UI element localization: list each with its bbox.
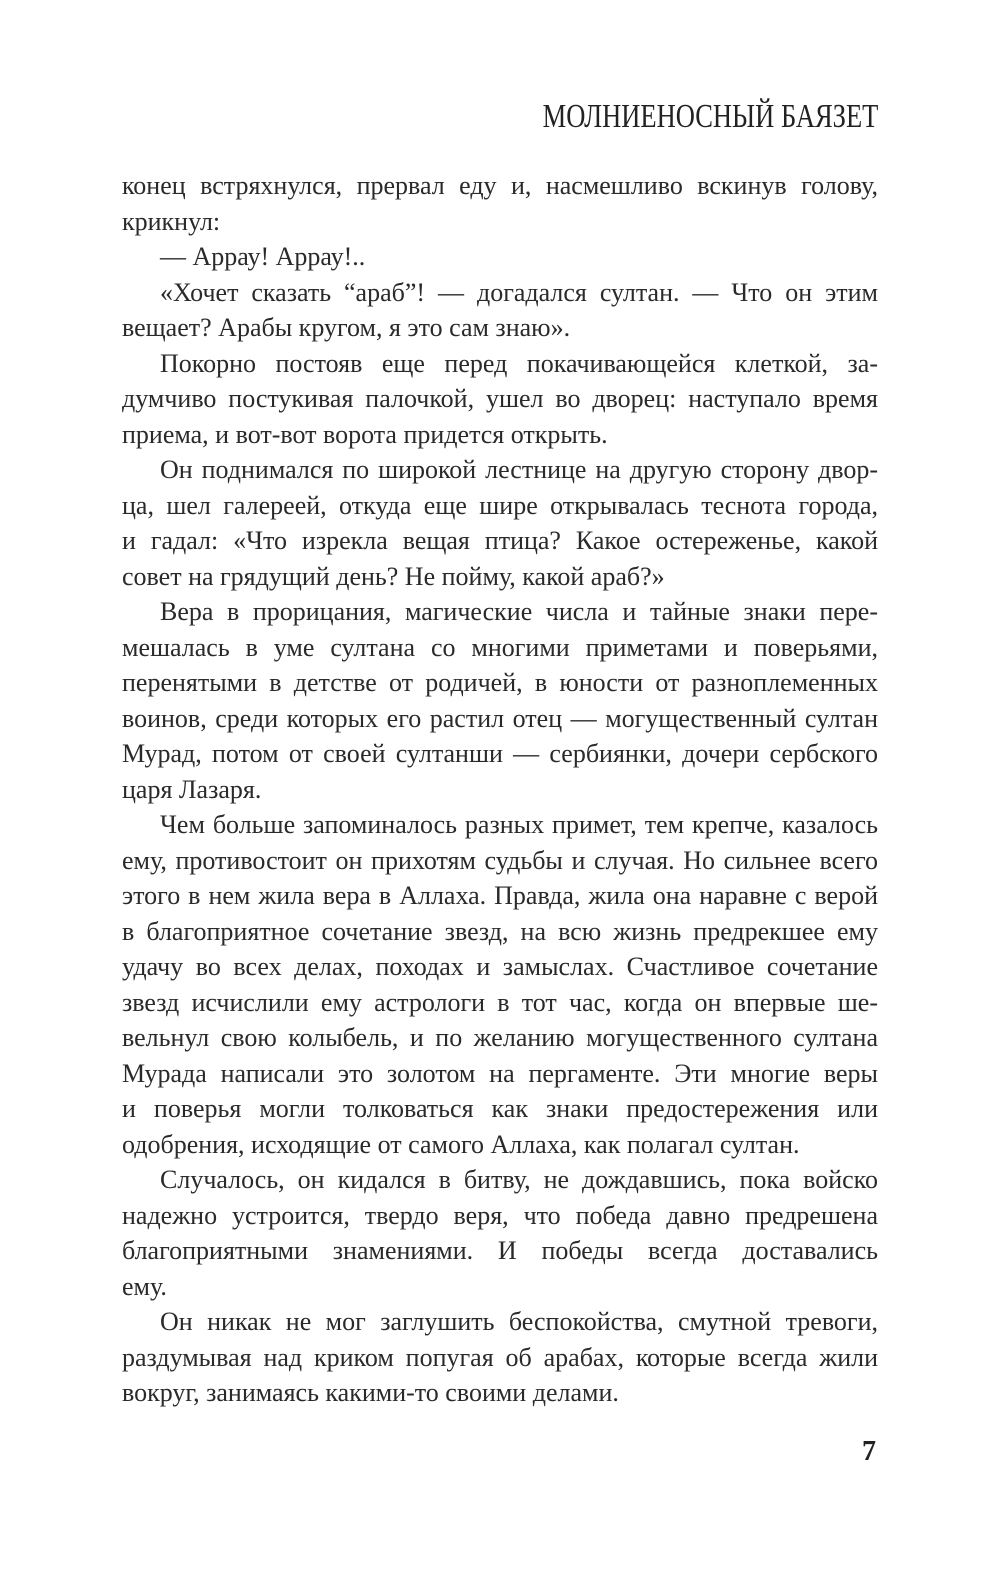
text-line: — Аррау! Аррау!.. — [160, 242, 366, 271]
text-line: и поверья могли толковаться как знаки предостережения или — [122, 1094, 878, 1123]
text-line: вещает? Арабы кругом, я это сам знаю». — [122, 313, 571, 342]
text-line: одобрения, исходящие от самого Аллаха, как полагал султан. — [122, 1129, 800, 1159]
text-line: ца, шел галереей, откуда еще шире открывалась теснота города, — [122, 490, 878, 520]
text-line: этого в нем жила вера в Аллаха. Правда, жила она наравне с верой — [122, 881, 878, 910]
text-line: «Хочет сказать “араб”! — догадался султан. — Что он этим — [160, 277, 878, 307]
text-line: вельнул свою колыбель, и по желанию могущественного султана — [122, 1023, 878, 1052]
text-line: надежно устроится, твердо веря, что победа давно предрешена — [122, 1200, 878, 1230]
text-line: конец встряхнулся, прервал еду и, насмешливо вскинув голову, — [122, 171, 878, 200]
text-line: в благоприятное сочетание звезд, на всю жизнь предрекшее ему — [122, 916, 878, 946]
text-line: благоприятными знамениями. И победы всегда доставались — [122, 1236, 878, 1265]
text-line: приема, и вот-вот ворота придется открыть. — [122, 419, 608, 449]
text-line: воинов, среди которых его растил отец — могущественный султан — [122, 703, 878, 733]
text-line: удачу во всех делах, походах и замыслах. Счастливое сочетание — [122, 952, 878, 981]
text-line: звезд исчислили ему астрологи в тот час, когда он впервые ше- — [122, 987, 878, 1017]
text-line: Случалось, он кидался в битву, не дождавшись, пока войско — [160, 1165, 878, 1194]
text-line: Он никак не мог заглушить беспокойства, смутной тревоги, — [160, 1307, 878, 1336]
text-line: Покорно постояв еще перед покачивающейся клеткой, за- — [160, 348, 878, 378]
text-line: царя Лазаря. — [122, 774, 262, 804]
text-line: Мурада написали это золотом на пергаменте. Эти многие веры — [122, 1058, 878, 1088]
text-line: Мурад, потом от своей султанши — сербиянки, дочери сербского — [122, 739, 878, 768]
text-line: мешалась в уме султана со многими приметами и поверьями, — [122, 632, 878, 662]
text-line: Вера в прорицания, магические числа и тайные знаки пере- — [160, 597, 878, 626]
running-header: МОЛНИЕНОСНЫЙ БАЯЗЕТ — [542, 98, 878, 135]
text-line: раздумывая над криком попугая об арабах, которые всегда жили — [122, 1342, 878, 1372]
text-line: думчиво постукивая палочкой, ушел во дворец: наступало время — [122, 384, 878, 413]
text-line: ему. — [122, 1271, 167, 1301]
text-line: ему, противостоит он прихотям судьбы и случая. Но сильнее всего — [122, 845, 878, 875]
text-line: и гадал: «Что изрекла вещая птица? Какое остереженье, какой — [122, 526, 878, 555]
text-line: совет на грядущий день? Не пойму, какой араб?» — [122, 561, 665, 591]
page-number: 7 — [862, 1436, 876, 1467]
body-text — [122, 168, 878, 1411]
text-line: Чем больше запоминалось разных примет, тем крепче, казалось — [160, 810, 878, 839]
text-line: перенятыми в детстве от родичей, в юности от разноплеменных — [122, 668, 878, 697]
text-line: вокруг, занимаясь какими-то своими делами. — [122, 1378, 619, 1407]
text-line: крикнул: — [122, 206, 221, 236]
text-line: Он поднимался по широкой лестнице на другую сторону двор- — [160, 455, 878, 484]
